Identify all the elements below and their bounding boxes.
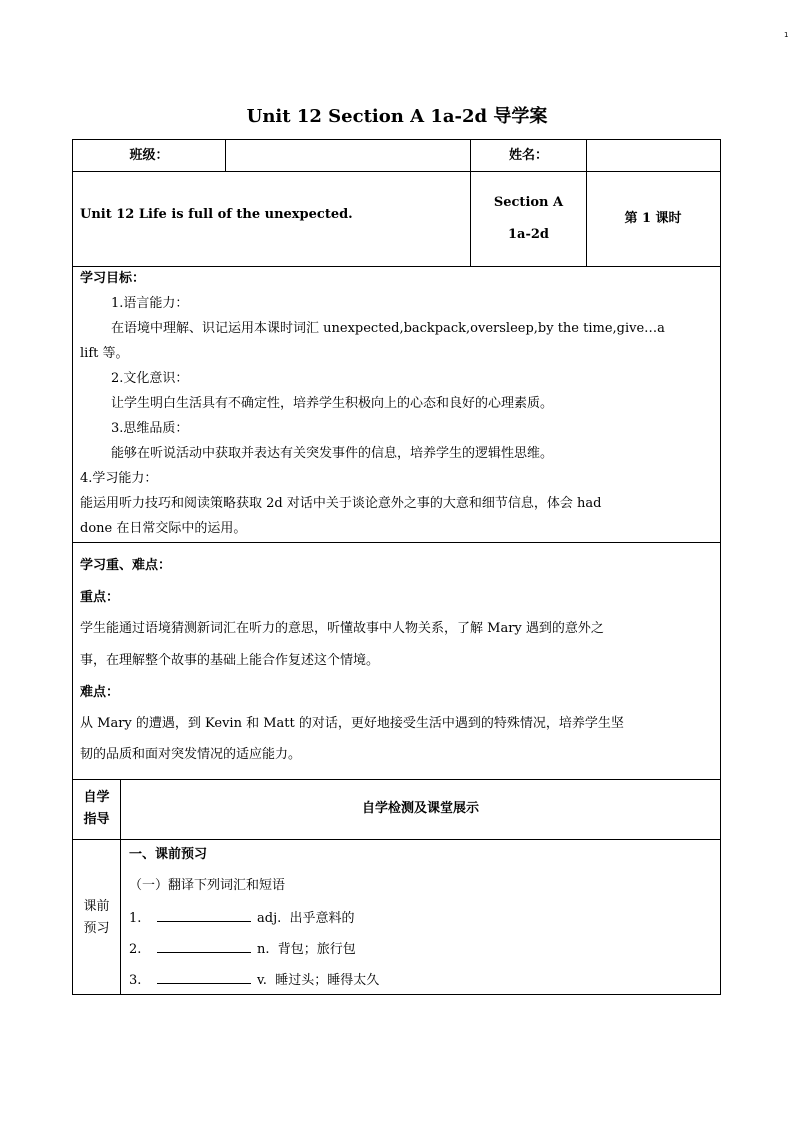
key-line: 事，在理解整个故事的基础上能合作复述这个情境。 [80, 653, 380, 668]
item-meaning: 背包；旅行包 [277, 942, 356, 957]
guide-label-line1: 自学 [83, 790, 110, 805]
row-divider [73, 542, 720, 543]
period-label: 第 1 课时 [624, 211, 682, 226]
guide-label-line2: 指导 [83, 812, 110, 827]
vocab-item [129, 907, 355, 929]
preview-heading: 一、课前预习 [129, 847, 208, 862]
objectives-heading: 学习目标： [80, 271, 146, 286]
document-title: Unit 12 Section A 1a-2d 导学案 [246, 106, 548, 127]
key-line: 学生能通过语境猜测新词汇在听力的意思，听懂故事中人物关系，了解 Mary 遇到的意外之 [80, 621, 604, 636]
row-divider [73, 266, 720, 267]
row-divider [73, 839, 720, 840]
item-meaning: 出乎意料的 [289, 911, 355, 926]
item-number: 1. [129, 911, 142, 926]
objective-line: 能够在听说活动中获取并表达有关突发事件的信息，培养学生的逻辑性思维。 [111, 446, 554, 461]
difficult-label: 难点： [80, 685, 120, 700]
answer-blank[interactable] [157, 969, 251, 984]
lesson-table [72, 139, 721, 995]
objective-line: done 在日常交际中的运用。 [80, 521, 247, 536]
corner-mark: 1 [784, 31, 789, 39]
objective-line: 在语境中理解、识记运用本课时词汇 unexpected,backpack,oversleep,by the time,give…a [111, 321, 665, 336]
difficult-line: 从 Mary 的遭遇，到 Kevin 和 Matt 的对话，更好地接受生活中遇到的特殊情况，培养学生坚 [80, 716, 624, 731]
objective-line: 让学生明白生活具有不确定性，培养学生积极向上的心态和良好的心理素质。 [111, 396, 554, 411]
preview-label-line1: 课前 [83, 899, 110, 914]
part-of-speech: v. [257, 973, 267, 988]
item-number: 3. [129, 973, 142, 988]
objective-line: lift 等。 [80, 346, 129, 361]
section-range: 1a-2d [508, 227, 549, 242]
class-label: 班级： [129, 148, 169, 163]
objective-line: 1.语言能力： [111, 296, 189, 311]
key-points-heading: 学习重、难点： [80, 558, 172, 573]
row-divider [73, 779, 720, 780]
objective-line: 3.思维品质： [111, 421, 189, 436]
part-of-speech: adj. [257, 911, 282, 926]
row-divider [73, 171, 720, 172]
class-value-field[interactable] [226, 142, 469, 169]
self-check-heading: 自学检测及课堂展示 [361, 801, 479, 816]
vocab-item [129, 969, 379, 991]
objective-line: 能运用听力技巧和阅读策略获取 2d 对话中关于谈论意外之事的大意和细节信息，体会 had [80, 496, 602, 511]
objective-line: 4.学习能力： [80, 471, 158, 486]
unit-title: Unit 12 Life is full of the unexpected. [80, 207, 353, 222]
preview-label-line2: 预习 [83, 921, 110, 936]
section-label: Section A [493, 195, 564, 210]
answer-blank[interactable] [157, 938, 251, 953]
answer-blank[interactable] [157, 907, 251, 922]
name-label: 姓名： [508, 148, 548, 163]
preview-subheading: （一）翻译下列词汇和短语 [129, 878, 286, 893]
item-meaning: 睡过头；睡得太久 [275, 973, 380, 988]
key-label: 重点： [80, 590, 120, 605]
difficult-line: 韧的品质和面对突发情况的适应能力。 [80, 747, 302, 762]
vocab-item [129, 938, 356, 960]
part-of-speech: n. [257, 942, 270, 957]
name-value-field[interactable] [587, 142, 719, 169]
objective-line: 2.文化意识： [111, 371, 189, 386]
item-number: 2. [129, 942, 142, 957]
